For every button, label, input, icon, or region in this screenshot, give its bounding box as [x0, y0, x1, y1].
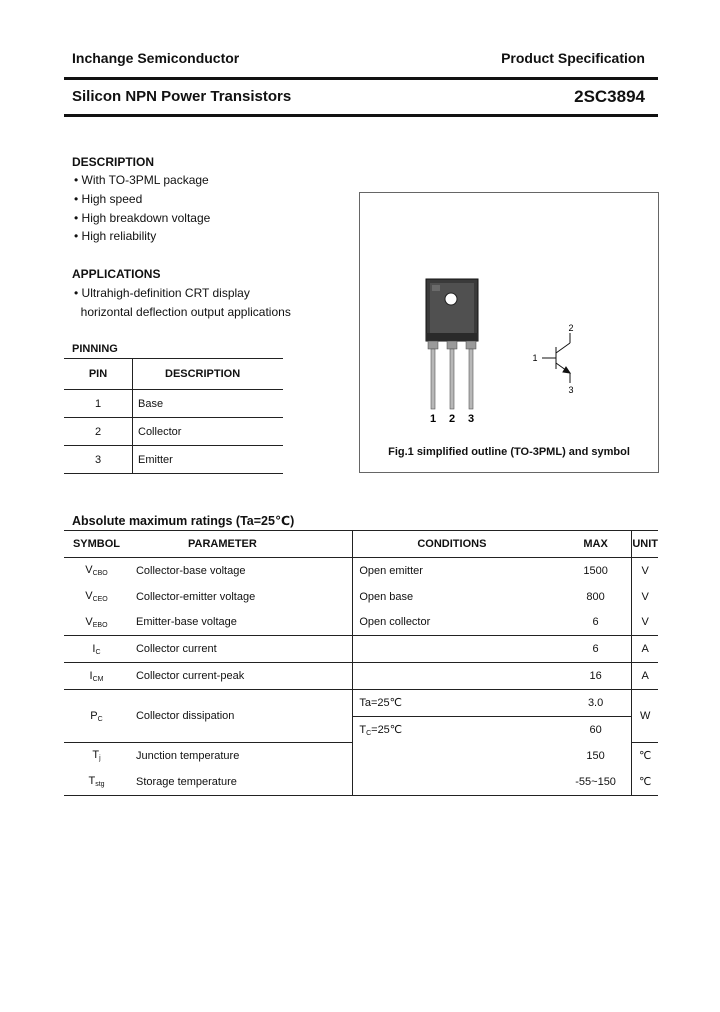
rating-parameter: Emitter-base voltage: [129, 610, 353, 636]
applications-heading: APPLICATIONS: [72, 267, 161, 281]
rating-parameter: Collector current: [129, 636, 353, 663]
rating-condition: [353, 663, 560, 690]
document-title: Silicon NPN Power Transistors: [72, 88, 292, 105]
rating-condition: Ta=25℃: [353, 689, 560, 716]
document-type: Product Specification: [501, 50, 645, 66]
rating-symbol: $T_j$: [92, 749, 101, 763]
pin-column-header: PIN: [64, 359, 133, 390]
header-rule-bottom: [64, 114, 658, 117]
rating-symbol: $V_{EBO}$: [64, 610, 129, 636]
rating-condition: [353, 636, 560, 663]
part-number: 2SC3894: [574, 87, 645, 106]
symbol-emitter-label: 3: [568, 385, 574, 395]
symbol-collector-label: 2: [568, 323, 574, 333]
rating-unit: A: [632, 636, 658, 663]
rating-symbol: $I_C$: [64, 636, 129, 663]
table-row: [64, 663, 658, 690]
application-item: horizontal deflection output applications: [80, 304, 291, 319]
rating-max: 150: [560, 743, 632, 769]
pin-number: 3: [64, 446, 133, 474]
to3pml-package-icon: [426, 279, 478, 409]
rating-unit: V: [641, 564, 649, 577]
rating-unit: ℃: [632, 769, 658, 795]
rating-max: 60: [560, 716, 632, 742]
rating-unit: A: [632, 663, 658, 690]
rating-parameter: Collector current-peak: [129, 663, 353, 690]
figure-caption: Fig.1 simplified outline (TO-3PML) and symbol: [388, 446, 630, 458]
rating-symbol: $I_{CM}$: [64, 663, 129, 690]
description-list: [74, 171, 210, 246]
rating-parameter: Junction temperature: [129, 743, 353, 769]
symbol-base-label: 1: [532, 353, 538, 363]
table-row: [64, 558, 658, 584]
rating-condition: $T_C=25℃$: [359, 723, 403, 737]
table-row: [64, 610, 658, 636]
ratings-heading: Absolute maximum ratings (Ta=25℃): [72, 514, 295, 528]
rating-unit: W: [632, 689, 658, 742]
table-row: [64, 390, 283, 418]
rating-max: 800: [560, 584, 632, 610]
pin-number: 1: [64, 390, 133, 418]
header-rule-top: [64, 77, 658, 80]
outline-pin-label: 1: [429, 413, 437, 425]
pin-description-column-header: DESCRIPTION: [133, 359, 284, 390]
rating-unit: V: [641, 590, 649, 603]
npn-transistor-symbol-icon: [542, 333, 570, 383]
symbol-column-header: SYMBOL: [64, 531, 129, 558]
rating-max: 1500: [560, 558, 632, 584]
table-row: [64, 769, 658, 795]
description-item: • High reliability: [74, 229, 157, 244]
pin-number: 2: [64, 418, 133, 446]
description-item: • High speed: [74, 191, 143, 206]
rating-condition: Open emitter: [359, 564, 423, 577]
table-row: [64, 636, 658, 663]
description-heading: DESCRIPTION: [72, 155, 155, 169]
table-row: [64, 418, 283, 446]
applications-list: [74, 284, 291, 322]
table-row: [64, 743, 658, 769]
conditions-column-header: CONDITIONS: [353, 531, 560, 558]
rating-max: -55~150: [560, 769, 632, 795]
pin-description: Emitter: [133, 446, 284, 474]
table-row: [64, 584, 658, 610]
rating-unit: ℃: [638, 750, 652, 763]
rating-symbol: $V_{CEO}$: [85, 590, 108, 604]
ratings-table: [64, 530, 658, 796]
table-row: [64, 689, 658, 716]
rating-condition: [353, 769, 560, 795]
rating-parameter: Collector dissipation: [129, 689, 353, 742]
pin-description: Base: [133, 390, 284, 418]
application-item: • Ultrahigh-definition CRT display: [74, 286, 250, 300]
unit-column-header: UNIT: [632, 531, 658, 558]
rating-max: 6: [560, 636, 632, 663]
table-row: [64, 446, 283, 474]
pinning-heading: PINNING: [72, 343, 118, 355]
outline-pin-label: 2: [448, 413, 456, 425]
rating-symbol: $P_C$: [64, 689, 129, 742]
outline-pin-label: 3: [467, 413, 475, 425]
rating-condition: Open base: [359, 590, 414, 603]
parameter-column-header: PARAMETER: [129, 531, 353, 558]
rating-max: 6: [560, 610, 632, 636]
rating-condition: [353, 743, 560, 769]
figure-box: [359, 192, 659, 473]
rating-parameter: Collector-base voltage: [129, 558, 353, 584]
max-column-header: MAX: [560, 531, 632, 558]
pinning-table: [64, 358, 283, 474]
package-outline-figure: [360, 193, 658, 438]
description-item: • With TO-3PML package: [74, 173, 209, 187]
rating-max: 16: [560, 663, 632, 690]
rating-symbol: $T_{stg}$: [64, 769, 129, 795]
company-name: Inchange Semiconductor: [72, 50, 240, 66]
rating-parameter: Storage temperature: [129, 769, 353, 795]
rating-unit: V: [632, 610, 658, 636]
description-item: • High breakdown voltage: [74, 210, 211, 225]
rating-condition: Open collector: [353, 610, 560, 636]
rating-parameter: Collector-emitter voltage: [129, 584, 353, 610]
pin-description: Collector: [133, 418, 284, 446]
rating-max: 3.0: [560, 689, 632, 716]
rating-symbol: $V_{CBO}$: [85, 564, 108, 578]
